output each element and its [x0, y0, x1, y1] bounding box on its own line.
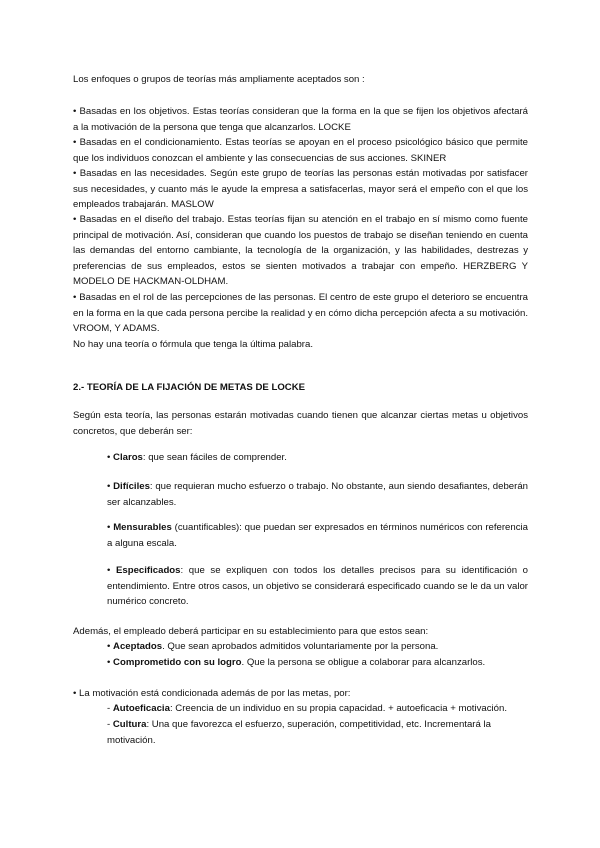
- condition-desc: : Creencia de un individuo en su propia capacidad. + autoeficacia + motivación.: [169, 703, 507, 714]
- condition-culture: [107, 717, 528, 748]
- dash: -: [107, 719, 111, 730]
- item-term: Aceptados: [113, 641, 163, 652]
- bullet: •: [73, 137, 77, 148]
- theory-text: Basadas en el condicionamiento. Estas teorías se apoyan en el proceso psicológico básico que permite que los individuos conozcan el ambiente y las consecuencias de sus acciones. SKINER: [73, 137, 528, 164]
- intro-paragraph: Los enfoques o grupos de teorías más ampliamente aceptados son :: [73, 74, 365, 85]
- goal-trait-specified: [107, 563, 528, 610]
- trait-term: Especificados: [115, 565, 181, 576]
- trait-term: Mensurables: [113, 522, 172, 533]
- trait-term: Claros: [113, 452, 143, 463]
- bullet: •: [73, 214, 77, 225]
- trait-desc: : que requieran mucho esfuerzo o trabajo. No obstante, aun siendo desafiantes, deberán ser alcanzables.: [107, 481, 528, 508]
- bullet: •: [107, 641, 111, 652]
- participation-intro: Además, el empleado deberá participar en su establecimiento para que estos sean:: [73, 626, 429, 637]
- theory-needs: [73, 166, 528, 213]
- bullet: •: [107, 481, 111, 492]
- conditions-intro: • La motivación está condicionada además de por las metas, por:: [73, 688, 351, 699]
- section-intro: Según esta teoría, las personas estarán motivadas cuando tienen que alcanzar ciertas metas u objetivos concretos, que deberán ser:: [73, 410, 528, 437]
- bullet: •: [73, 292, 77, 303]
- trait-desc: : que sean fáciles de comprender.: [142, 452, 287, 463]
- theory-text: Basadas en los objetivos. Estas teorías consideran que la forma en la que se fijen los objetivos afectará a la motivación de la persona que tenga que alcanzarlos. LOCKE: [73, 106, 528, 133]
- bullet: •: [107, 522, 111, 533]
- theory-objectives: [73, 104, 528, 135]
- goal-trait-clear: [107, 450, 528, 466]
- participation-committed: [107, 655, 528, 671]
- condition-desc: : Una que favorezca el esfuerzo, superación, competitividad, etc. Incrementará la motivación.: [107, 719, 491, 746]
- bullet: •: [107, 452, 111, 463]
- condition-self-efficacy: [107, 701, 528, 717]
- condition-term: Cultura: [112, 719, 147, 730]
- participation-accepted: [107, 639, 528, 655]
- item-desc: . Que sean aprobados admitidos voluntariamente por la persona.: [162, 641, 439, 652]
- goal-trait-difficult: [107, 479, 528, 510]
- theory-conditioning: [73, 135, 528, 166]
- bullet: •: [73, 106, 77, 117]
- theory-text: Basadas en el diseño del trabajo. Estas teorías fijan su atención en el trabajo en sí mismo como fuente principal de motivación. Así, consideran que cuando los puestos de trabajo se diseñan teniendo en cuenta las demandas del entorno cambiante, la tecnología de la organización, y las habilidades, destrezas y preferencias de sus empleados, estos se sienten motivados a trabajar con empeño. HERZBERG Y MODELO DE HACKMAN-OLDHAM.: [73, 214, 529, 288]
- theory-perceptions: [73, 290, 528, 337]
- bullet: •: [107, 657, 111, 668]
- goal-trait-measurable: [107, 520, 528, 551]
- trait-desc: (cuantificables): que puedan ser expresados en términos numéricos con referencia a alguna escala.: [107, 522, 528, 549]
- theory-job-design: [73, 212, 528, 290]
- item-desc: . Que la persona se obligue a colaborar para alcanzarlos.: [241, 657, 486, 668]
- section-title-text: 2.- TEORÍA DE LA FIJACIÓN DE METAS DE LOCKE: [73, 382, 306, 393]
- theory-text: Basadas en las necesidades. Según este grupo de teorías las personas están motivadas por satisfacer sus necesidades, y cuanto más le ayude la empresa a satisfacerlas, mayor será el empeño con el que los empleados trabajarán. MASLOW: [73, 168, 528, 211]
- trait-desc: : que se expliquen con todos los detalles precisos para su identificación o entendimiento. Entre otros casos, un objetivo se considerará especificado cuando se le da un valor numérico concreto.: [107, 565, 528, 608]
- item-term: Comprometido con su logro: [113, 657, 242, 668]
- condition-term: Autoeficacia: [112, 703, 170, 714]
- theory-text: Basadas en el rol de las percepciones de las personas. El centro de este grupo el deterioro se encuentra en la forma en la que cada persona percibe la realidad y en cómo dicha percepción afecta a su motivación. VROOM, Y ADAMS.: [73, 292, 529, 335]
- trait-term: Difíciles: [113, 481, 150, 492]
- section-title: [73, 380, 528, 396]
- closing-sentence: No hay una teoría o fórmula que tenga la última palabra.: [73, 339, 313, 350]
- bullet: •: [107, 565, 111, 576]
- dash: -: [107, 703, 111, 714]
- bullet: •: [73, 168, 77, 179]
